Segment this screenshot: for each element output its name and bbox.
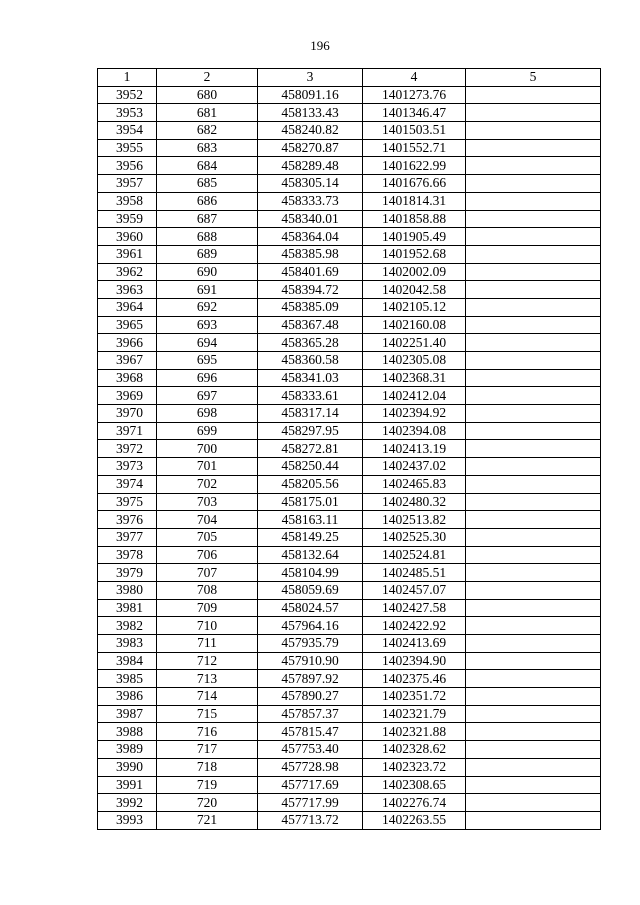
table-row [98, 475, 601, 493]
column-header-1: 1 [98, 69, 157, 87]
table-cell-col-4: 1402465.83 [363, 475, 466, 493]
table-row [98, 192, 601, 210]
table-cell-col-4: 1401503.51 [363, 122, 466, 140]
table-cell-col-5 [466, 688, 601, 706]
table-cell-col-1: 3967 [98, 352, 157, 370]
table-cell-col-2: 703 [157, 493, 258, 511]
table-cell-col-4: 1402375.46 [363, 670, 466, 688]
table-cell-col-2: 684 [157, 157, 258, 175]
table-cell-col-1: 3977 [98, 528, 157, 546]
table-cell-col-1: 3978 [98, 546, 157, 564]
table-cell-col-1: 3985 [98, 670, 157, 688]
table-cell-col-3: 457964.16 [258, 617, 363, 635]
table-cell-col-5 [466, 263, 601, 281]
table-cell-col-1: 3966 [98, 334, 157, 352]
table-cell-col-4: 1401905.49 [363, 228, 466, 246]
table-cell-col-4: 1402105.12 [363, 298, 466, 316]
table-cell-col-5 [466, 811, 601, 829]
table-cell-col-2: 702 [157, 475, 258, 493]
table-cell-col-2: 700 [157, 440, 258, 458]
table-header [98, 69, 601, 87]
table-row [98, 245, 601, 263]
table-row [98, 723, 601, 741]
table-cell-col-3: 458270.87 [258, 139, 363, 157]
table-cell-col-5 [466, 670, 601, 688]
table-row [98, 228, 601, 246]
table-cell-col-4: 1402305.08 [363, 352, 466, 370]
table-cell-col-3: 457910.90 [258, 652, 363, 670]
table-row [98, 776, 601, 794]
table-cell-col-3: 458240.82 [258, 122, 363, 140]
table-cell-col-4: 1402437.02 [363, 458, 466, 476]
table-cell-col-4: 1402394.90 [363, 652, 466, 670]
table-cell-col-2: 699 [157, 422, 258, 440]
table-cell-col-4: 1401273.76 [363, 86, 466, 104]
table-cell-col-4: 1401346.47 [363, 104, 466, 122]
table-cell-col-5 [466, 122, 601, 140]
table-cell-col-4: 1402480.32 [363, 493, 466, 511]
table-cell-col-3: 458305.14 [258, 175, 363, 193]
table-cell-col-2: 693 [157, 316, 258, 334]
table-cell-col-5 [466, 86, 601, 104]
table-cell-col-3: 458367.48 [258, 316, 363, 334]
table-row [98, 546, 601, 564]
table-cell-col-4: 1402394.92 [363, 405, 466, 423]
table-row [98, 422, 601, 440]
table-cell-col-2: 709 [157, 599, 258, 617]
table-cell-col-2: 714 [157, 688, 258, 706]
table-cell-col-3: 458401.69 [258, 263, 363, 281]
table-row [98, 298, 601, 316]
table-cell-col-3: 458104.99 [258, 564, 363, 582]
table-cell-col-2: 682 [157, 122, 258, 140]
table-cell-col-1: 3962 [98, 263, 157, 281]
table-cell-col-5 [466, 758, 601, 776]
table-cell-col-1: 3972 [98, 440, 157, 458]
table-cell-col-5 [466, 245, 601, 263]
table-cell-col-4: 1402251.40 [363, 334, 466, 352]
table-cell-col-5 [466, 617, 601, 635]
table-cell-col-1: 3980 [98, 581, 157, 599]
table-cell-col-5 [466, 334, 601, 352]
table-cell-col-2: 706 [157, 546, 258, 564]
table-row [98, 670, 601, 688]
table-cell-col-4: 1402485.51 [363, 564, 466, 582]
table-cell-col-5 [466, 564, 601, 582]
table-cell-col-1: 3956 [98, 157, 157, 175]
table-cell-col-2: 691 [157, 281, 258, 299]
table-cell-col-5 [466, 741, 601, 759]
table-cell-col-1: 3964 [98, 298, 157, 316]
table-cell-col-4: 1402321.88 [363, 723, 466, 741]
table-cell-col-1: 3979 [98, 564, 157, 582]
table-cell-col-4: 1402524.81 [363, 546, 466, 564]
table-cell-col-1: 3957 [98, 175, 157, 193]
table-cell-col-2: 683 [157, 139, 258, 157]
table-cell-col-3: 458133.43 [258, 104, 363, 122]
table-cell-col-1: 3986 [98, 688, 157, 706]
column-header-5: 5 [466, 69, 601, 87]
table-cell-col-2: 696 [157, 369, 258, 387]
table-cell-col-4: 1402457.07 [363, 581, 466, 599]
table-row [98, 652, 601, 670]
table-cell-col-4: 1401622.99 [363, 157, 466, 175]
table-cell-col-2: 707 [157, 564, 258, 582]
table-cell-col-1: 3987 [98, 705, 157, 723]
table-row [98, 263, 601, 281]
table-cell-col-1: 3973 [98, 458, 157, 476]
table-cell-col-4: 1401858.88 [363, 210, 466, 228]
table-cell-col-5 [466, 228, 601, 246]
table-cell-col-2: 685 [157, 175, 258, 193]
table-cell-col-2: 680 [157, 86, 258, 104]
table-cell-col-3: 458289.48 [258, 157, 363, 175]
table-cell-col-2: 698 [157, 405, 258, 423]
table-cell-col-5 [466, 440, 601, 458]
table-cell-col-5 [466, 652, 601, 670]
table-cell-col-2: 681 [157, 104, 258, 122]
table-row [98, 369, 601, 387]
table-cell-col-2: 704 [157, 511, 258, 529]
table-row [98, 758, 601, 776]
table-cell-col-1: 3954 [98, 122, 157, 140]
table-cell-col-2: 717 [157, 741, 258, 759]
column-header-4: 4 [363, 69, 466, 87]
table-cell-col-4: 1401814.31 [363, 192, 466, 210]
table-cell-col-3: 457897.92 [258, 670, 363, 688]
table-cell-col-2: 687 [157, 210, 258, 228]
table-cell-col-1: 3988 [98, 723, 157, 741]
table-cell-col-5 [466, 405, 601, 423]
table-cell-col-4: 1402422.92 [363, 617, 466, 635]
table-cell-col-4: 1402525.30 [363, 528, 466, 546]
column-header-2: 2 [157, 69, 258, 87]
table-cell-col-2: 694 [157, 334, 258, 352]
table-cell-col-5 [466, 581, 601, 599]
table-cell-col-4: 1402263.55 [363, 811, 466, 829]
table-row [98, 599, 601, 617]
table-cell-col-2: 715 [157, 705, 258, 723]
table-row [98, 811, 601, 829]
table-cell-col-2: 720 [157, 794, 258, 812]
table-cell-col-4: 1401552.71 [363, 139, 466, 157]
table-cell-col-5 [466, 175, 601, 193]
table-cell-col-5 [466, 387, 601, 405]
table-cell-col-1: 3955 [98, 139, 157, 157]
table-row [98, 157, 601, 175]
table-cell-col-2: 686 [157, 192, 258, 210]
table-cell-col-2: 692 [157, 298, 258, 316]
table-cell-col-2: 711 [157, 635, 258, 653]
column-header-3: 3 [258, 69, 363, 87]
coordinates-table [97, 68, 601, 830]
table-cell-col-4: 1402276.74 [363, 794, 466, 812]
table-cell-col-3: 458364.04 [258, 228, 363, 246]
table-cell-col-5 [466, 723, 601, 741]
header-row [98, 69, 601, 87]
table-cell-col-2: 690 [157, 263, 258, 281]
table-cell-col-2: 712 [157, 652, 258, 670]
table-cell-col-2: 701 [157, 458, 258, 476]
table-cell-col-5 [466, 458, 601, 476]
table-cell-col-5 [466, 192, 601, 210]
table-cell-col-3: 457713.72 [258, 811, 363, 829]
table-cell-col-3: 458333.73 [258, 192, 363, 210]
table-row [98, 104, 601, 122]
table-cell-col-1: 3974 [98, 475, 157, 493]
table-cell-col-2: 695 [157, 352, 258, 370]
table-cell-col-2: 689 [157, 245, 258, 263]
table-cell-col-3: 457717.69 [258, 776, 363, 794]
table-cell-col-4: 1402394.08 [363, 422, 466, 440]
table-cell-col-3: 458205.56 [258, 475, 363, 493]
table-cell-col-3: 457935.79 [258, 635, 363, 653]
table-row [98, 581, 601, 599]
table-cell-col-1: 3965 [98, 316, 157, 334]
table-cell-col-2: 708 [157, 581, 258, 599]
table-cell-col-5 [466, 352, 601, 370]
table-cell-col-5 [466, 316, 601, 334]
table-cell-col-5 [466, 511, 601, 529]
table-cell-col-4: 1402160.08 [363, 316, 466, 334]
table-row [98, 405, 601, 423]
table-cell-col-3: 457857.37 [258, 705, 363, 723]
table-cell-col-4: 1402323.72 [363, 758, 466, 776]
table-row [98, 741, 601, 759]
table-cell-col-5 [466, 422, 601, 440]
table-cell-col-1: 3982 [98, 617, 157, 635]
table-cell-col-5 [466, 705, 601, 723]
table-row [98, 688, 601, 706]
table-cell-col-3: 458024.57 [258, 599, 363, 617]
table-cell-col-2: 721 [157, 811, 258, 829]
table-cell-col-5 [466, 599, 601, 617]
table-cell-col-3: 458272.81 [258, 440, 363, 458]
table-cell-col-3: 458365.28 [258, 334, 363, 352]
table-cell-col-5 [466, 281, 601, 299]
table-cell-col-4: 1402413.69 [363, 635, 466, 653]
table-cell-col-3: 457717.99 [258, 794, 363, 812]
table-cell-col-5 [466, 157, 601, 175]
table-row [98, 86, 601, 104]
table-cell-col-2: 718 [157, 758, 258, 776]
table-cell-col-2: 705 [157, 528, 258, 546]
table-cell-col-4: 1401676.66 [363, 175, 466, 193]
table-row [98, 139, 601, 157]
table-cell-col-1: 3952 [98, 86, 157, 104]
table-cell-col-3: 457815.47 [258, 723, 363, 741]
table-cell-col-3: 458360.58 [258, 352, 363, 370]
table-cell-col-4: 1402042.58 [363, 281, 466, 299]
table-cell-col-1: 3961 [98, 245, 157, 263]
table-cell-col-5 [466, 104, 601, 122]
table-cell-col-4: 1402412.04 [363, 387, 466, 405]
table-cell-col-3: 458163.11 [258, 511, 363, 529]
table-cell-col-4: 1402321.79 [363, 705, 466, 723]
table-cell-col-5 [466, 493, 601, 511]
table-cell-col-4: 1402513.82 [363, 511, 466, 529]
table-row [98, 281, 601, 299]
table-cell-col-3: 458333.61 [258, 387, 363, 405]
table-cell-col-3: 458341.03 [258, 369, 363, 387]
table-cell-col-1: 3953 [98, 104, 157, 122]
table-row [98, 122, 601, 140]
table-cell-col-3: 458059.69 [258, 581, 363, 599]
table-cell-col-5 [466, 546, 601, 564]
table-row [98, 617, 601, 635]
table-cell-col-1: 3990 [98, 758, 157, 776]
table-cell-col-1: 3969 [98, 387, 157, 405]
table-row [98, 564, 601, 582]
table-cell-col-3: 458340.01 [258, 210, 363, 228]
table-cell-col-3: 457728.98 [258, 758, 363, 776]
table-cell-col-1: 3981 [98, 599, 157, 617]
table-cell-col-3: 458385.98 [258, 245, 363, 263]
table-cell-col-5 [466, 776, 601, 794]
table-cell-col-2: 697 [157, 387, 258, 405]
table-row [98, 210, 601, 228]
table-cell-col-4: 1402308.65 [363, 776, 466, 794]
table-cell-col-4: 1402328.62 [363, 741, 466, 759]
table-cell-col-1: 3992 [98, 794, 157, 812]
table-cell-col-3: 458250.44 [258, 458, 363, 476]
table-row [98, 794, 601, 812]
table-cell-col-5 [466, 475, 601, 493]
page-number: 196 [310, 38, 330, 53]
table-cell-col-1: 3989 [98, 741, 157, 759]
table-row [98, 458, 601, 476]
table-cell-col-2: 719 [157, 776, 258, 794]
table-cell-col-1: 3976 [98, 511, 157, 529]
table-cell-col-1: 3970 [98, 405, 157, 423]
table-row [98, 352, 601, 370]
table-cell-col-1: 3971 [98, 422, 157, 440]
table-row [98, 493, 601, 511]
table-cell-col-4: 1402368.31 [363, 369, 466, 387]
table-cell-col-2: 688 [157, 228, 258, 246]
table-cell-col-4: 1402002.09 [363, 263, 466, 281]
table-cell-col-1: 3963 [98, 281, 157, 299]
table-row [98, 316, 601, 334]
table-cell-col-5 [466, 210, 601, 228]
table-cell-col-5 [466, 139, 601, 157]
table-row [98, 511, 601, 529]
table-cell-col-5 [466, 794, 601, 812]
table-cell-col-1: 3958 [98, 192, 157, 210]
table-row [98, 387, 601, 405]
table-cell-col-1: 3968 [98, 369, 157, 387]
table-cell-col-3: 458385.09 [258, 298, 363, 316]
table-cell-col-5 [466, 369, 601, 387]
table-cell-col-3: 458317.14 [258, 405, 363, 423]
table-cell-col-4: 1401952.68 [363, 245, 466, 263]
table-cell-col-3: 458091.16 [258, 86, 363, 104]
table-cell-col-5 [466, 528, 601, 546]
table-row [98, 705, 601, 723]
table-cell-col-1: 3983 [98, 635, 157, 653]
table-cell-col-3: 458297.95 [258, 422, 363, 440]
table-row [98, 175, 601, 193]
table-cell-col-4: 1402427.58 [363, 599, 466, 617]
table-cell-col-5 [466, 635, 601, 653]
table-cell-col-1: 3993 [98, 811, 157, 829]
table-row [98, 440, 601, 458]
table-cell-col-3: 457890.27 [258, 688, 363, 706]
table-cell-col-2: 710 [157, 617, 258, 635]
table-cell-col-2: 713 [157, 670, 258, 688]
table-cell-col-4: 1402351.72 [363, 688, 466, 706]
table-cell-col-3: 458394.72 [258, 281, 363, 299]
table-row [98, 334, 601, 352]
table-cell-col-2: 716 [157, 723, 258, 741]
table-cell-col-1: 3960 [98, 228, 157, 246]
table-cell-col-1: 3959 [98, 210, 157, 228]
table-row [98, 635, 601, 653]
table-cell-col-3: 458132.64 [258, 546, 363, 564]
table-body [98, 86, 601, 829]
table-cell-col-1: 3991 [98, 776, 157, 794]
table-cell-col-3: 457753.40 [258, 741, 363, 759]
table-cell-col-5 [466, 298, 601, 316]
table-cell-col-1: 3984 [98, 652, 157, 670]
table-cell-col-3: 458149.25 [258, 528, 363, 546]
table-cell-col-3: 458175.01 [258, 493, 363, 511]
table-cell-col-1: 3975 [98, 493, 157, 511]
table-row [98, 528, 601, 546]
table-cell-col-4: 1402413.19 [363, 440, 466, 458]
